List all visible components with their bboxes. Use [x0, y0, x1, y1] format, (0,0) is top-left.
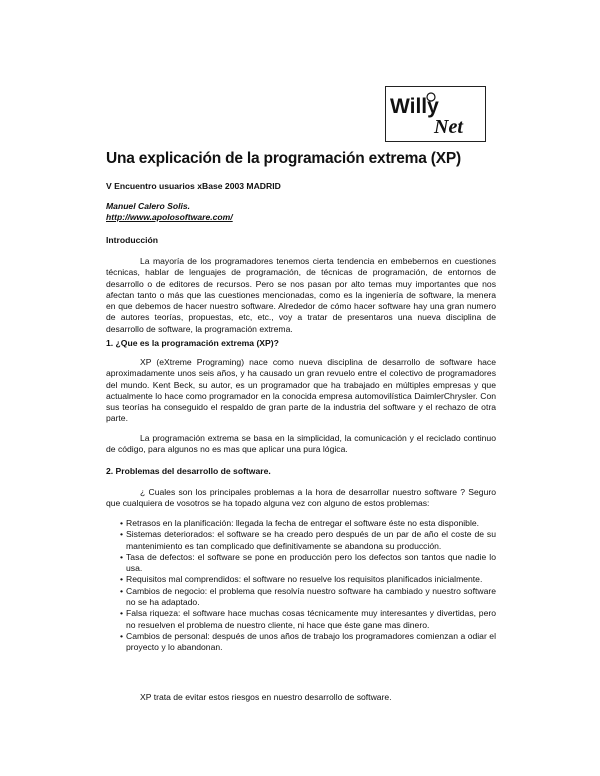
intro-heading: Introducción	[106, 235, 159, 245]
logo-word-2: Net	[434, 116, 463, 138]
event-line: V Encuentro usuarios xBase 2003 MADRID	[106, 181, 281, 191]
list-item: • Sistemas deteriorados: el software se ha creado pero después de un par de año el coste de su mantenimiento es tan complicado que definitivamente se abandona su producción.	[120, 529, 496, 551]
problems-list	[106, 518, 496, 654]
list-item: • Cambios de negocio: el problema que resolvía nuestro software ha cambiado y nuestro software no se ha adaptado.	[120, 585, 496, 608]
page-title: Una explicación de la programación extrema (XP)	[106, 150, 461, 167]
section-1-heading: 1. ¿Que es la programación extrema (XP)?	[106, 338, 279, 348]
section-2-heading: 2. Problemas del desarrollo de software.	[106, 466, 271, 476]
section-2-paragraph-2: XP trata de evitar estos riesgos en nuestro desarrollo de software.	[140, 692, 392, 702]
list-item: • Cambios de personal: después de unos años de trabajo los programadores comienzan a odiar el proyecto y lo abandonan.	[120, 630, 496, 653]
intro-paragraph: La mayoría de los programadores tenemos cierta tendencia en embebernos en cuestiones técnicas, hablar de lenguajes de programación, de técnicas de programación, de entornos de desarrollo o de editores de recursos. Pero se nos pasan por alto temas muy importantes que nos afectan tanto o más que las cuestiones mencionadas, como es la ingeniería de software, la menera en que debemos de hacer nuestro software. Alrededor de cómo hacer software hay una gran numero de autores teorías, propuestas, etc, etc., voy a tratar de presentaros una nueva disciplina de desarrollo de software, la programación extrema.	[106, 256, 496, 334]
section-1-paragraph-2: La programación extrema se basa en la simplicidad, la comunicación y el reciclado continuo de código, para algunos no es mas que aplicar una pura lógica.	[106, 433, 496, 455]
list-item: • Tasa de defectos: el software se pone en producción pero los defectos son tantos que nadie lo usa.	[120, 551, 496, 574]
author-name: Manuel Calero Solis.	[106, 201, 191, 211]
logo-word-1: Willy	[390, 95, 439, 118]
section-2-paragraph-1: ¿ Cuales son los principales problemas a la hora de desarrollar nuestro software ? Seguro que cualquiera de vosotros se ha topado alguna vez con alguno de estos problemas:	[106, 487, 496, 509]
author-block	[106, 201, 496, 223]
list-item: • Retrasos en la planificación: llegada la fecha de entregar el software éste no esta disponible.	[120, 518, 480, 528]
willy-net-logo	[385, 86, 486, 142]
list-item: • Requisitos mal comprendidos: el software no resuelve los requisitos planificados inicialmente.	[120, 574, 483, 585]
list-item: • Falsa riqueza: el software hace muchas cosas técnicamente muy interesantes y divertidas, pero no resuelven el problema de nuestro cliente, ni hace que éste gane mas dinero.	[120, 608, 496, 630]
author-url-link[interactable]: http://www.apolosoftware.com/	[106, 212, 233, 222]
logo-graphic	[386, 87, 485, 141]
section-1-paragraph-1: XP (eXtreme Programing) nace como nueva disciplina de desarrollo de software hace aproximadamente unos seis años, y ha causado un gran revuelo entre el colectivo de programadores del mundo. Kent Beck, su autor, es un programador que ha trabajado en múltiples empresas y que actualmente lo hace como programador en la conocida empresa automovilística DaimlerChrysler. Con sus teorías ha conseguido el respaldo de gran parte de la industria del software y el rechazo de otra parte.	[106, 357, 496, 424]
